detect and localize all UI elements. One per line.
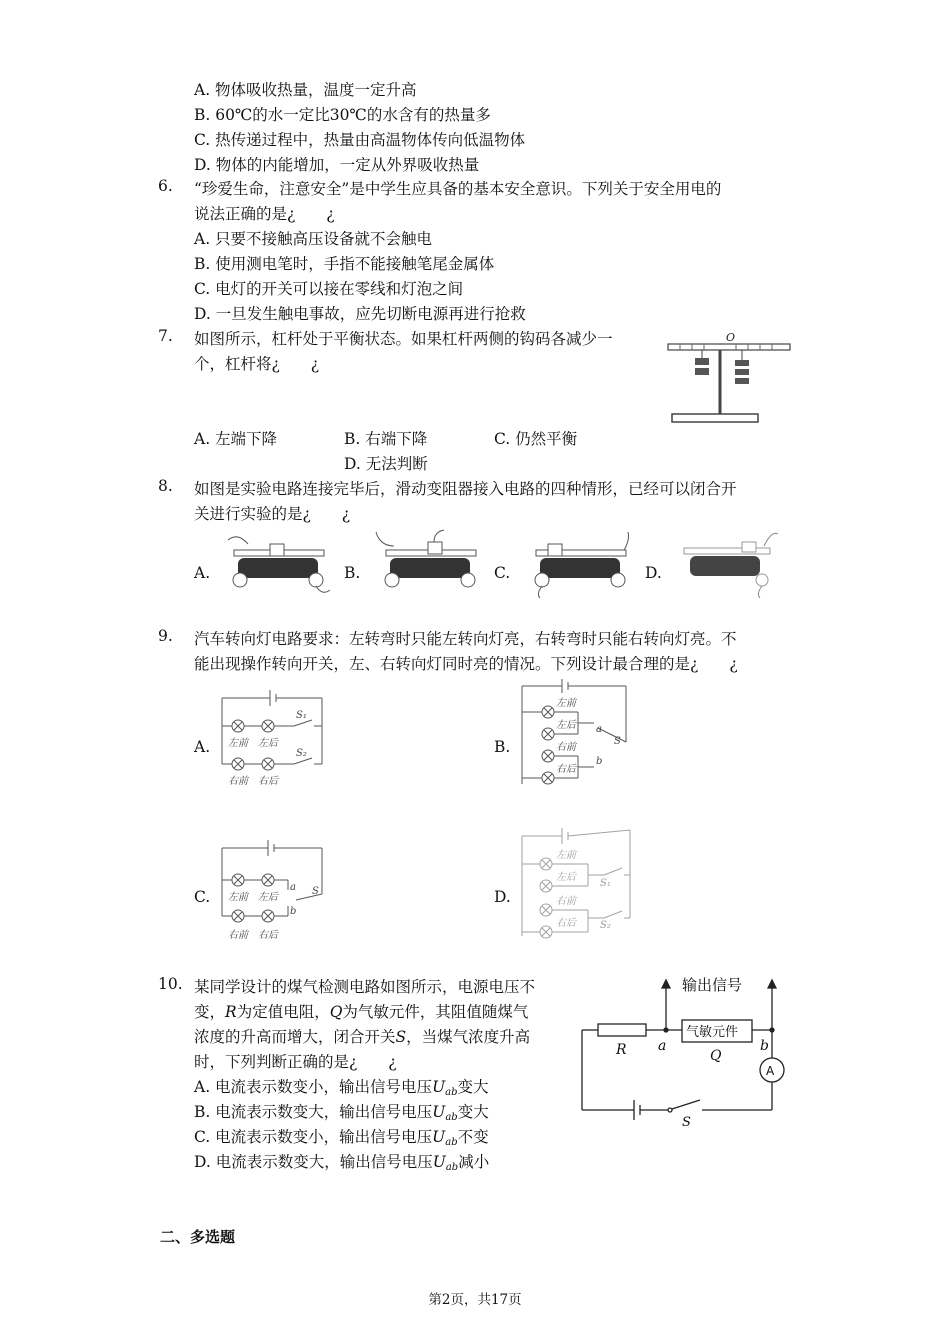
q10-option-c-u: U — [432, 1128, 446, 1146]
q10-option-a-sub: ab — [445, 1087, 458, 1098]
q10-stem-line4: 时，下列判断正确的是¿ ¿ — [194, 1053, 397, 1071]
q6-stem-line2: 说法正确的是¿ ¿ — [194, 205, 335, 223]
q10-option-b — [194, 1100, 489, 1123]
q10-option-d-sub: ab — [445, 1162, 459, 1173]
q8-label-c: C. — [494, 564, 511, 582]
d-lamp-label-left-front: 左前 — [556, 850, 576, 861]
q10-stem2a: 变， — [194, 1003, 226, 1021]
lamp-label-right-front: 右前 — [228, 776, 248, 787]
q10-option-d-text: D. 电流表示数变大，输出信号电压 — [194, 1153, 433, 1171]
q10-number: 10. — [158, 975, 183, 993]
q10-stem2c: 为气敏元件，其阻值随煤气 — [342, 1003, 529, 1021]
q9-label-a: A. — [194, 738, 211, 756]
b-contact-b-label: b — [596, 756, 603, 767]
c-lamp-label-right-front: 右前 — [228, 930, 248, 941]
switch-label-s1: S₁ — [296, 710, 307, 721]
turn-signal-circuit-c — [218, 834, 332, 944]
q6-option-d: D. 一旦发生触电事故，应先切断电源再进行抢救 — [194, 305, 526, 323]
q10-option-a-text: A. 电流表示数变小，输出信号电压 — [194, 1078, 433, 1096]
q9-stem-line1: 汽车转向灯电路要求：左转弯时只能左转向灯亮，右转弯时只能右转向灯亮。不 — [194, 630, 737, 648]
q10-stem2-R: R — [225, 1003, 237, 1021]
ammeter-label: A — [766, 1064, 775, 1078]
c-lamp-label-right-rear: 右后 — [258, 930, 278, 941]
d-switch-label-s2: S₂ — [600, 920, 611, 931]
q10-stem2b: 为定值电阻， — [236, 1003, 330, 1021]
lever-figure — [662, 330, 792, 428]
q10-stem3-S: S — [395, 1028, 407, 1046]
q6-option-a: A. 只要不接触高压设备就不会触电 — [194, 230, 433, 248]
q9-number: 9. — [158, 627, 173, 645]
b-lamp-label-right-front: 右前 — [556, 742, 576, 753]
q8-label-b: B. — [344, 564, 361, 582]
b-lamp-label-left-front: 左前 — [556, 698, 576, 709]
switch-label-s2: S₂ — [296, 748, 307, 759]
node-b-label: b — [760, 1038, 769, 1054]
q9-label-d: D. — [494, 888, 511, 906]
d-lamp-label-right-front: 右前 — [556, 896, 576, 907]
q5-option-d: D. 物体的内能增加，一定从外界吸收热量 — [194, 156, 480, 174]
q7-stem-line1: 如图所示，杠杆处于平衡状态。如果杠杆两侧的钩码各减少一 — [194, 330, 613, 348]
gas-sensor-label: 气敏元件 — [686, 1025, 739, 1040]
q10-option-b-sub: ab — [445, 1112, 458, 1123]
c-lamp-label-left-front: 左前 — [228, 892, 248, 903]
q10-stem2-Q: Q — [329, 1003, 343, 1021]
q10-option-b-u: U — [432, 1103, 446, 1121]
q7-option-a: A. 左端下降 — [194, 430, 278, 448]
lamp-label-right-rear: 右后 — [258, 776, 278, 787]
q7-option-b: B. 右端下降 — [344, 430, 428, 448]
output-signal-label: 输出信号 — [682, 976, 743, 994]
b-contact-a-label: a — [596, 724, 602, 735]
q7-number: 7. — [158, 327, 173, 345]
c-switch-label: S — [312, 886, 319, 897]
d-lamp-label-left-rear: 左后 — [556, 872, 576, 883]
q10-option-d-post: 减小 — [458, 1153, 490, 1171]
q10-stem-line1: 某同学设计的煤气检测电路如图所示，电源电压不 — [194, 978, 536, 996]
q10-option-c-text: C. 电流表示数变小，输出信号电压 — [194, 1128, 433, 1146]
turn-signal-circuit-d — [518, 824, 634, 942]
rheostat-figure-d — [668, 526, 782, 598]
b-lamp-label-left-rear: 左后 — [556, 720, 576, 731]
q10-option-c-sub: ab — [445, 1137, 458, 1148]
q7-stem-line2: 个，杠杆将¿ ¿ — [194, 355, 320, 373]
page-footer: 第2页，共17页 — [428, 1292, 522, 1308]
q9-label-c: C. — [194, 888, 211, 906]
d-lamp-label-right-rear: 右后 — [556, 918, 576, 929]
q9-label-b: B. — [494, 738, 511, 756]
node-a-label: a — [658, 1038, 667, 1054]
q10-option-b-text: B. 电流表示数变大，输出信号电压 — [194, 1103, 433, 1121]
q6-stem-line1: “珍爱生命，注意安全”是中学生应具备的基本安全意识。下列关于安全用电的 — [194, 180, 722, 198]
q8-label-a: A. — [194, 564, 211, 582]
q10-option-c — [194, 1125, 489, 1148]
q10-option-b-post: 变大 — [457, 1103, 489, 1121]
q10-stem-line3 — [194, 1025, 530, 1047]
q10-option-a-post: 变大 — [457, 1078, 489, 1096]
q10-stem3b: ，当煤气浓度升高 — [406, 1028, 531, 1046]
q10-option-c-post: 不变 — [457, 1128, 489, 1146]
lamp-label-left-rear: 左后 — [258, 738, 278, 749]
q6-option-c: C. 电灯的开关可以接在零线和灯泡之间 — [194, 280, 464, 298]
fulcrum-label: O — [726, 331, 736, 344]
c-contact-b-label: b — [290, 906, 297, 917]
b-lamp-label-right-rear: 右后 — [556, 764, 576, 775]
c-contact-a-label: a — [290, 882, 296, 893]
q6-number: 6. — [158, 177, 173, 195]
resistor-label: R — [616, 1042, 627, 1058]
q10-option-d-u: U — [432, 1153, 446, 1171]
rheostat-figure-a — [218, 530, 332, 600]
q10-option-a — [194, 1075, 489, 1098]
q9-stem-line2: 能出现操作转向开关，左、右转向灯同时亮的情况。下列设计最合理的是¿ ¿ — [194, 655, 738, 673]
turn-signal-circuit-a — [218, 684, 332, 790]
q7-option-c: C. 仍然平衡 — [494, 430, 578, 448]
c-lamp-label-left-rear: 左后 — [258, 892, 278, 903]
d-switch-label-s1: S₁ — [600, 878, 611, 889]
lamp-label-left-front: 左前 — [228, 738, 248, 749]
q7-option-d: D. 无法判断 — [344, 455, 428, 473]
rheostat-figure-c — [520, 530, 634, 600]
q10-option-a-u: U — [432, 1078, 446, 1096]
q10-option-d — [194, 1150, 489, 1173]
switch-s-label: S — [682, 1115, 691, 1126]
sensor-q-label: Q — [710, 1048, 722, 1064]
q10-stem3: 浓度的升高而增大，闭合开关 — [194, 1028, 396, 1046]
q6-option-b: B. 使用测电笔时，手指不能接触笔尾金属体 — [194, 255, 495, 273]
q5-option-b: B. 60℃的水一定比30℃的水含有的热量多 — [194, 106, 491, 124]
q8-stem-line1: 如图是实验电路连接完毕后，滑动变阻器接入电路的四种情形，已经可以闭合开 — [194, 480, 737, 498]
q5-option-c: C. 热传递过程中，热量由高温物体传向低温物体 — [194, 131, 526, 149]
q8-number: 8. — [158, 477, 173, 495]
rheostat-figure-b — [370, 528, 484, 600]
q8-label-d: D. — [645, 564, 662, 582]
b-switch-label: S — [614, 736, 621, 747]
q10-stem-line2 — [194, 1000, 528, 1022]
q8-stem-line2: 关进行实验的是¿ ¿ — [194, 505, 351, 523]
q5-option-a: A. 物体吸收热量，温度一定升高 — [194, 81, 417, 99]
section-heading: 二、多选题 — [160, 1228, 236, 1246]
turn-signal-circuit-b — [518, 676, 632, 788]
gas-detector-circuit — [578, 966, 794, 1126]
